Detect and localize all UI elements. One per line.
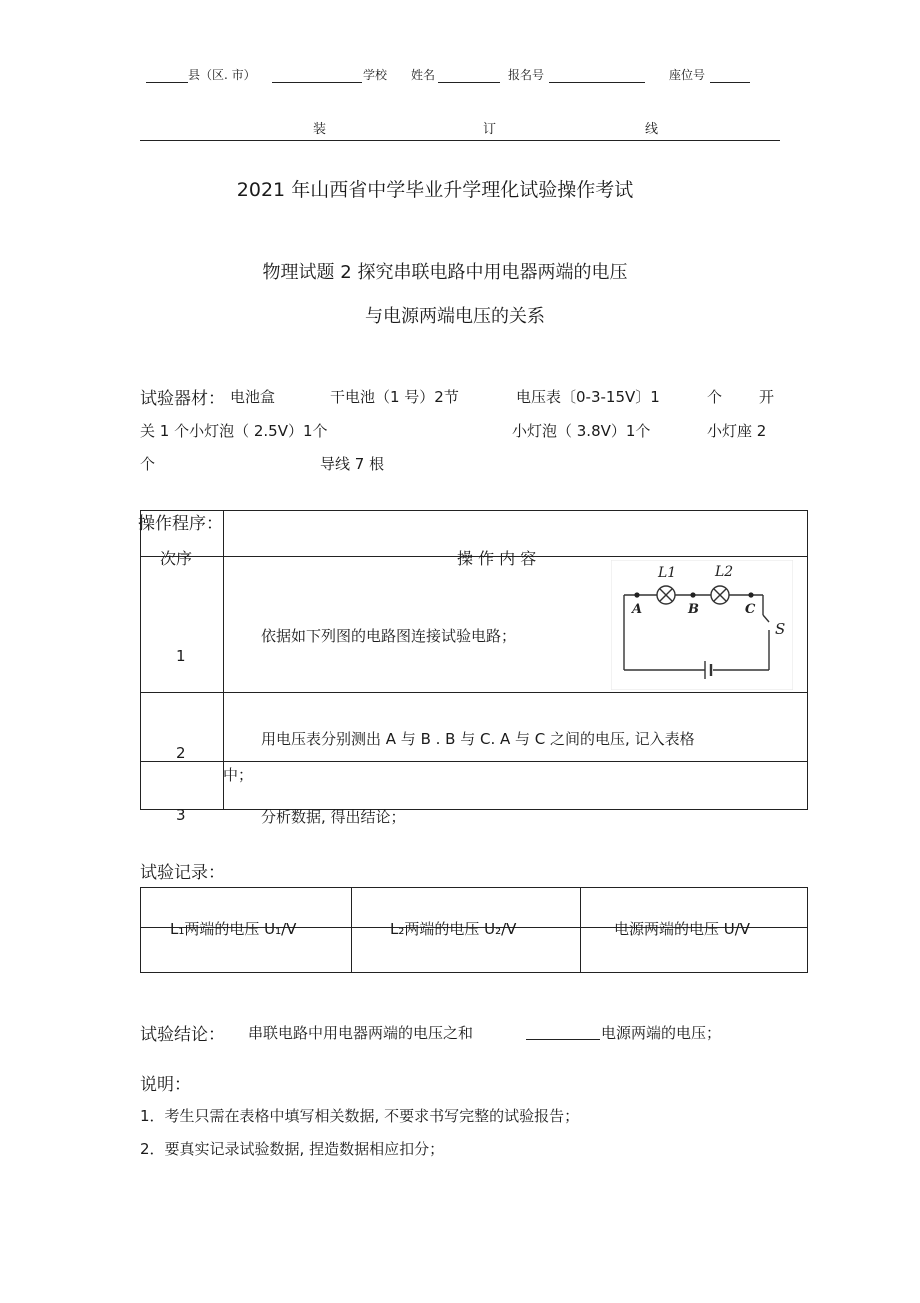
node-a-label: A	[632, 602, 643, 617]
procedure-row-2-text: 用电压表分别测出 A 与 B . B 与 C. A 与 C 之间的电压, 记入表格	[261, 730, 695, 748]
reg-blank[interactable]	[549, 82, 645, 83]
equipment-line3-a: 个	[140, 455, 156, 473]
school-label: 学校	[363, 68, 388, 82]
procedure-col-content: 操 作 内 容	[457, 549, 537, 568]
equipment-line2-b: 小灯泡（ 3.8V）1个	[512, 422, 651, 440]
binding-char-3: 线	[645, 122, 659, 137]
record-col-divider-1	[351, 887, 352, 973]
binding-char-2: 订	[483, 122, 497, 137]
equipment-line2-a: 关 1 个小灯泡（ 2.5V）1个	[140, 422, 328, 440]
circuit-diagram	[611, 560, 793, 690]
name-label: 姓名	[411, 68, 436, 82]
lamp-l1-label: L1	[658, 565, 677, 581]
seat-label: 座位号	[669, 68, 706, 82]
procedure-row-2-num: 2	[176, 744, 186, 762]
procedure-row-1-num: 1	[176, 647, 186, 665]
node-c-dot	[748, 592, 753, 597]
record-header-l2: L₂两端的电压 U₂/V	[390, 920, 517, 938]
record-header-source: 电源两端的电压 U/V	[614, 920, 751, 938]
procedure-row2-divider	[140, 761, 808, 762]
reg-label: 报名号	[508, 68, 545, 82]
conclusion-text-before: 串联电路中用电器两端的电压之和	[248, 1024, 474, 1042]
equipment-line3-b: 导线 7 根	[320, 455, 385, 473]
equipment-label: 试验器材：	[140, 389, 225, 409]
procedure-col-order: 次序	[160, 549, 193, 568]
record-header-l1: L₁两端的电压 U₁/V	[170, 920, 297, 938]
node-a-dot	[634, 592, 639, 597]
county-blank[interactable]	[146, 82, 188, 83]
page-title: 2021 年山西省中学毕业升学理化试验操作考试	[236, 179, 634, 201]
procedure-row-3-text: 分析数据, 得出结论；	[261, 808, 406, 826]
procedure-row1-divider	[140, 692, 808, 693]
lamp-l1-icon	[657, 586, 675, 604]
subtitle-line-1: 物理试题 2 探究串联电路中用电器两端的电压	[262, 262, 628, 283]
binding-line	[140, 140, 780, 141]
equipment-item-battery-box: 电池盒	[230, 388, 276, 406]
seat-blank[interactable]	[710, 82, 750, 83]
node-c-label: C	[745, 602, 756, 617]
equipment-line2-c: 小灯座 2	[707, 422, 767, 440]
notes-label: 说明：	[140, 1075, 191, 1095]
switch-label: S	[775, 620, 786, 638]
equipment-item-switch-start: 开	[759, 388, 775, 406]
conclusion-text-after: 电源两端的电压；	[601, 1024, 722, 1042]
node-b-dot	[690, 592, 695, 597]
conclusion-blank[interactable]	[526, 1039, 600, 1040]
procedure-label: 操作程序：	[138, 514, 223, 534]
record-col-divider-2	[580, 887, 581, 973]
equipment-item-unit: 个	[707, 388, 723, 406]
record-label: 试验记录：	[140, 863, 225, 883]
procedure-row-2-text-cont: 中；	[223, 766, 254, 784]
subtitle-line-2: 与电源两端电压的关系	[365, 306, 545, 327]
procedure-row-3-num: 3	[176, 806, 186, 824]
binding-char-1: 装	[313, 122, 327, 137]
note-item-2: 2．要真实记录试验数据, 捏造数据相应扣分；	[140, 1140, 445, 1158]
conclusion-label: 试验结论：	[140, 1025, 225, 1045]
node-b-label: B	[688, 602, 699, 617]
equipment-item-voltmeter: 电压表〔0-3-15V〕1	[516, 388, 660, 406]
equipment-item-batteries: 干电池（1 号）2节	[330, 388, 459, 406]
lamp-l2-label: L2	[715, 564, 734, 580]
note-item-1: 1．考生只需在表格中填写相关数据, 不要求书写完整的试验报告；	[140, 1107, 580, 1125]
name-blank[interactable]	[438, 82, 500, 83]
school-blank[interactable]	[272, 82, 362, 83]
lamp-l2-icon	[711, 586, 729, 604]
county-label: 县（区. 市）	[188, 68, 256, 82]
procedure-row-1-text: 依据如下列图的电路图连接试验电路；	[261, 627, 517, 645]
